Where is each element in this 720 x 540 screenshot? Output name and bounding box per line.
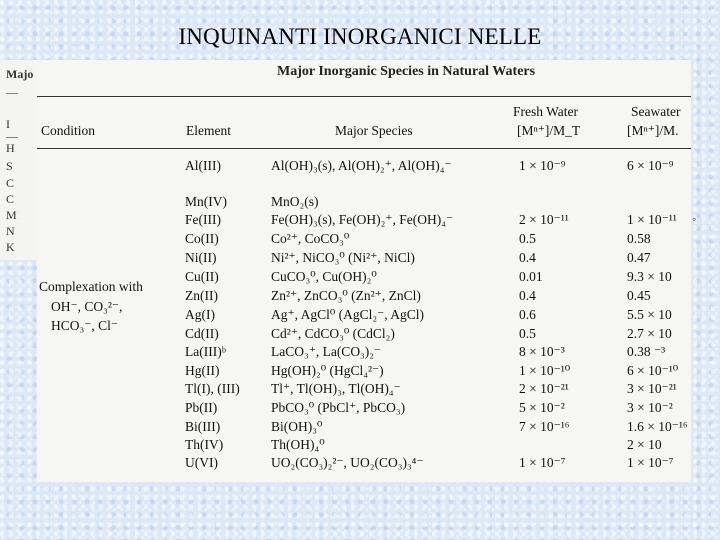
- cell-seawater: 0.38 ⁻³: [627, 344, 666, 359]
- fragment-text: —: [6, 129, 18, 143]
- cell-fresh-water: 1 × 10⁻⁹: [519, 158, 566, 173]
- cell-fresh-water: 2 × 10⁻²¹: [519, 381, 569, 396]
- cell-species: PbCO₃⁰ (PbCl⁺, PbCO₃): [271, 400, 406, 415]
- cell-fresh-water: 0.01: [519, 269, 543, 284]
- cell-element: U(VI): [185, 455, 218, 470]
- header-species: Major Species: [335, 123, 413, 138]
- cell-fresh-water: 0.5: [519, 326, 536, 341]
- fragment-text: H: [6, 141, 15, 155]
- cell-species: Co²⁺, CoCO₃⁰: [271, 231, 350, 246]
- fragment-text: M: [6, 208, 17, 222]
- cell-element: Ag(I): [185, 307, 215, 322]
- cell-species: Hg(OH)₂⁰ (HgCl₄²⁻): [271, 363, 384, 378]
- cell-element: Tl(I), (III): [185, 381, 240, 396]
- fragment-text: S: [6, 159, 13, 173]
- scanned-table: [37, 60, 691, 482]
- cell-seawater: 3 × 10⁻²: [627, 400, 673, 415]
- cell-fresh-water: 2 × 10⁻¹¹: [519, 212, 569, 227]
- cell-element: Bi(III): [185, 419, 221, 434]
- header-bottom-rule: [37, 148, 691, 149]
- fragment-text: K: [6, 240, 15, 254]
- cell-species: MnO₂(s): [271, 194, 319, 209]
- cell-fresh-water: 7 × 10⁻¹⁶: [519, 419, 570, 434]
- table-title: Major Inorganic Species in Natural Waters: [277, 64, 536, 79]
- cell-element: Mn(IV): [185, 194, 227, 209]
- cell-element: Zn(II): [185, 288, 218, 303]
- header-sea-ratio: [Mⁿ⁺]/M.: [627, 123, 679, 138]
- fragment-text: N: [6, 224, 15, 238]
- fragment-text: Majo: [6, 67, 34, 81]
- cell-species: UO₂(CO₃)₂²⁻, UO₂(CO₃)₃⁴⁻: [271, 455, 424, 470]
- condition-line: HCO₃⁻, Cl⁻: [51, 318, 118, 333]
- fragment-text: I: [6, 117, 10, 131]
- cell-element: Al(III): [185, 158, 221, 173]
- header-fresh-ratio: [Mⁿ⁺]/M_T: [517, 123, 581, 138]
- cell-species: Ag⁺, AgCl⁰ (AgCl₂⁻, AgCl): [271, 307, 425, 322]
- cell-fresh-water: 8 × 10⁻³: [519, 344, 565, 359]
- cell-seawater: 0.47: [627, 250, 651, 265]
- condition-line: OH⁻, CO₃²⁻,: [51, 299, 123, 314]
- cell-seawater: 6 × 10⁻⁹: [627, 158, 674, 173]
- cell-seawater: 2.7 × 10: [627, 326, 672, 341]
- cell-fresh-water: 5 × 10⁻²: [519, 400, 565, 415]
- cell-element: Cd(II): [185, 326, 219, 341]
- cell-element: Fe(III): [185, 212, 221, 227]
- cell-species: Tl⁺, Tl(OH)₃, Tl(OH)₄⁻: [271, 381, 401, 396]
- fragment-text: C: [6, 176, 15, 190]
- condition-line: Complexation with: [39, 279, 143, 294]
- cell-seawater: 1 × 10⁻⁷: [627, 455, 674, 470]
- header-fresh-water: Fresh Water: [513, 104, 579, 119]
- cell-element: Cu(II): [185, 269, 219, 284]
- cell-species: LaCO₃⁺, La(CO₃)₂⁻: [271, 344, 382, 359]
- cell-element: Ni(II): [185, 250, 217, 265]
- cell-seawater: 3 × 10⁻²¹: [627, 381, 677, 396]
- cell-species: Ni²⁺, NiCO₃⁰ (Ni²⁺, NiCl): [271, 250, 415, 265]
- cell-element: La(III)ᵇ: [185, 344, 226, 359]
- cell-species: Fe(OH)₃(s), Fe(OH)₂⁺, Fe(OH)₄⁻: [271, 212, 454, 227]
- cell-fresh-water: 0.4: [519, 250, 536, 265]
- cell-seawater: 1.6 × 10⁻¹⁶: [627, 419, 688, 434]
- cell-fresh-water: 1 × 10⁻¹⁰: [519, 363, 571, 378]
- cell-seawater: 1 × 10⁻¹¹: [627, 212, 677, 227]
- cell-fresh-water: 0.5: [519, 231, 536, 246]
- cell-seawater: 2 × 10: [627, 437, 662, 452]
- cell-species: Cd²⁺, CdCO₃⁰ (CdCl₂): [271, 326, 395, 341]
- table-top-rule: [37, 96, 691, 97]
- cell-element: Th(IV): [185, 437, 224, 452]
- cell-seawater: 6 × 10⁻¹⁰: [627, 363, 679, 378]
- side-fragment: ◦: [692, 212, 697, 226]
- cell-seawater: 0.58: [627, 231, 651, 246]
- cell-species: Al(OH)₃(s), Al(OH)₂⁺, Al(OH)₄⁻: [271, 158, 452, 173]
- cell-fresh-water: 0.4: [519, 288, 536, 303]
- cell-species: Th(OH)₄⁰: [271, 437, 325, 452]
- fragment-text: C: [6, 192, 15, 206]
- cell-element: Hg(II): [185, 363, 220, 378]
- cell-species: Bi(OH)₃⁰: [271, 419, 323, 434]
- cell-fresh-water: 1 × 10⁻⁷: [519, 455, 566, 470]
- cell-seawater: 9.3 × 10: [627, 269, 672, 284]
- slide-title: INQUINANTI INORGANICI NELLE: [178, 24, 542, 49]
- cell-seawater: 0.45: [627, 288, 651, 303]
- cell-seawater: 5.5 × 10: [627, 307, 672, 322]
- header-condition: Condition: [41, 123, 96, 138]
- cell-species: Zn²⁺, ZnCO₃⁰ (Zn²⁺, ZnCl): [271, 288, 421, 303]
- header-element: Element: [186, 123, 231, 138]
- cell-species: CuCO₃⁰, Cu(OH)₂⁰: [271, 269, 377, 284]
- header-seawater: Seawater: [631, 104, 681, 119]
- fragment-text: —: [6, 85, 18, 99]
- cell-element: Pb(II): [185, 400, 218, 415]
- cell-element: Co(II): [185, 231, 219, 246]
- cell-fresh-water: 0.6: [519, 307, 536, 322]
